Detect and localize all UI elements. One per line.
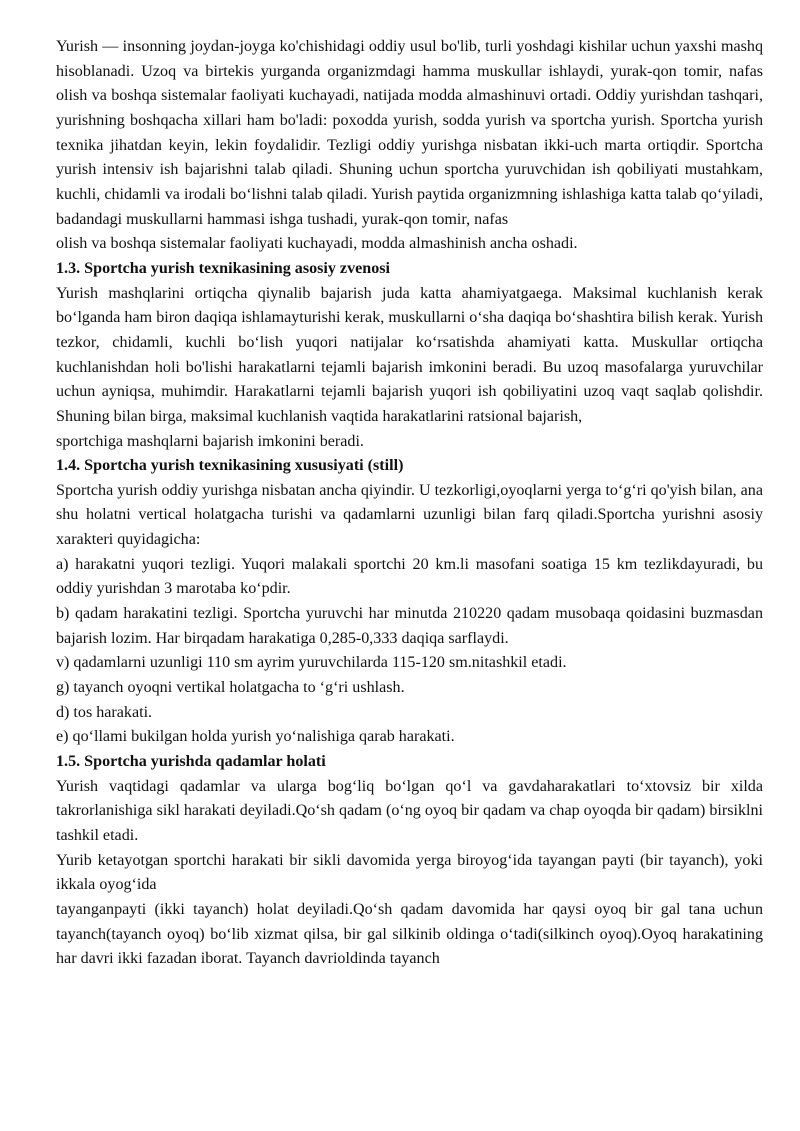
- heading-1-4: 1.4. Sportcha yurish texnikasining xususiyati (still): [56, 457, 404, 475]
- heading-1-5: 1.5. Sportcha yurishda qadamlar holati: [56, 753, 326, 771]
- heading-1-3: 1.3. Sportcha yurish texnikasining asosiy zvenosi: [56, 259, 391, 277]
- paragraph-intro-continued: olish va boshqa sistemalar faoliyati kuchayadi, modda almashinish ancha oshadi.: [56, 235, 578, 253]
- list-item-v: v) qadamlarni uzunligi 110 sm ayrim yuruvchilarda 115-120 sm.nitashkil etadi.: [56, 654, 567, 672]
- list-item-d: d) tos harakati.: [56, 703, 153, 721]
- document-page: [56, 35, 763, 972]
- paragraph-style: Sportcha yurish oddiy yurishga nisbatan ancha qiyindir. U tezkorligi,oyoqlarni yerga to‘g‘ri qo'yish bilan, ana shu holatni vertical holatgacha turishi va qadamlarni uzunligi bilan farq qiladi.Sportcha yurishni asosiy xarakteri quyidagicha:: [56, 481, 764, 549]
- list-item-a: a) harakatni yuqori tezligi. Yuqori malakali sportchi 20 km.li masofani soatiga 15 km tezlikdayuradi, bu oddiy yurishdan 3 marotaba ko‘pdir.: [56, 555, 763, 598]
- paragraph-intro: Yurish — insonning joydan-joyga ko'chishidagi oddiy usul bo'lib, turli yoshdagi kishilar uchun yaxshi mashq hisoblanadi. Uzoq va birtekis yurganda organizmdagi hamma muskullar ishlaydi, yurak-qon tomir, nafas olish va boshqa sistemalar faoliyati kuchayadi, natijada modda almashinuvi ortadi. Oddiy yurishdan tashqari, yurishning boshqacha xillari ham bo'ladi: poxodda yurish, sodda yurish va sportcha yurish. Sportcha yurish texnika jihatdan keyin, lekin foydalidir. Tezligi oddiy yurishga nisbatan ikki-uch marta ortiqdir. Sportcha yurish intensiv ish bajarishni talab qiladi. Shuning uchun sportcha yuruvchidan ish qobiliyati mustahkam, kuchli, chidamli va irodali bo‘lishni talab qiladi. Yurish paytida organizmning ishlashiga katta talab qo‘yiladi, badandagi muskullarni hammasi ishga tushadi, yurak-qon tomir, nafas: [56, 38, 763, 228]
- paragraph-technique-main-continued: sportchiga mashqlarni bajarish imkonini beradi.: [56, 432, 364, 450]
- paragraph-support: Yurib ketayotgan sportchi harakati bir sikli davomida yerga biroyog‘ida tayangan payti (bir tayanch), yoki ikkala oyog‘ida: [56, 851, 763, 894]
- list-item-b: b) qadam harakatini tezligi. Sportcha yuruvchi har minutda 210220 qadam musobaqa qoidasini buzmasdan bajarish lozim. Har birqadam harakatiga 0,285-0,333 daqiqa sarflaydi.: [56, 605, 763, 647]
- paragraph-support-continued: tayanganpayti (ikki tayanch) holat deyiladi.Qo‘sh qadam davomida har qaysi oyoq bir gal tana uchun tayanch(tayanch oyoq) bo‘lib xizmat qilsa, bir gal silkinib oldinga o‘tadi(silkinch oyoq).Oyoq harakatining har davri ikki fazadan iborat. Tayanch davrioldinda tayanch: [56, 900, 763, 968]
- paragraph-cycle: Yurish vaqtidagi qadamlar va ularga bog‘liq bo‘lgan qo‘l va gavdaharakatlari to‘xtovsiz bir xilda takrorlanishiga sikl harakati deyiladi.Qo‘sh qadam (o‘ng oyoq bir qadam va chap oyoqda bir qadam) birsiklni tashkil etadi.: [56, 777, 763, 844]
- list-item-e: e) qo‘llami bukilgan holda yurish yo‘nalishiga qarab harakati.: [56, 728, 455, 746]
- list-item-g: g) tayanch oyoqni vertikal holatgacha to ‘g‘ri ushlash.: [56, 679, 405, 697]
- paragraph-technique-main: Yurish mashqlarini ortiqcha qiynalib bajarish juda katta ahamiyatgaega. Maksimal kuchlanish kerak bo‘lganda ham biron daqiqa ishlamayturishi kerak, muskullarni o‘sha daqiqa bo‘shashtira bilish kerak. Yurish tezkor, chidamli, kuchli bo‘lish yuqori natijalar ko‘rsatishda ahamiyati katta. Muskullar ortiqcha kuchlanishdan holi bo'lishi harakatlarni tejamli bajarish imkonini beradi. Bu uzoq masofalarga yuruvchilar uchun ayniqsa, muhimdir. Harakatlarni tejamli bajarish yuqori ish qobiliyatini uzoq vaqt saqlab qolishdir. Shuning bilan birga, maksimal kuchlanish vaqtida harakatlarini ratsional bajarish,: [56, 284, 763, 425]
